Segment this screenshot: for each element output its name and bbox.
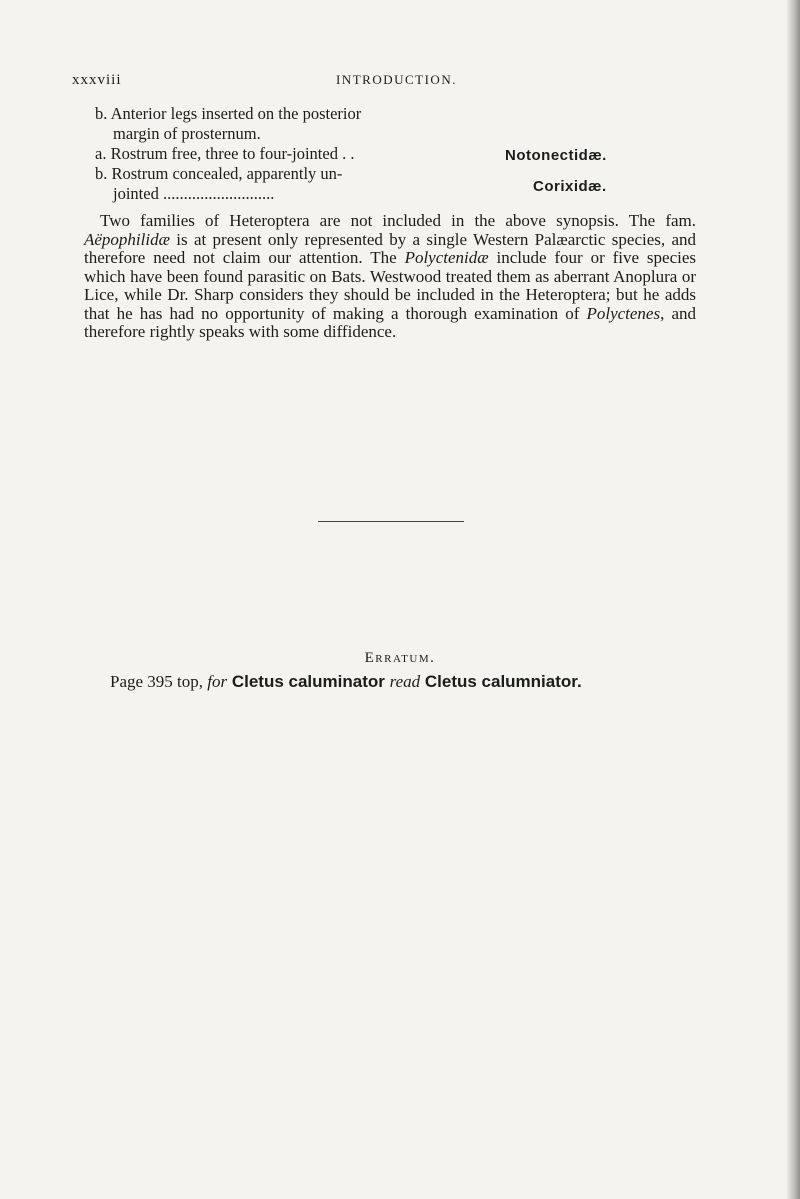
running-head: INTRODUCTION.: [336, 72, 457, 87]
paragraph-segment: include four or five species which have been found parasitic on Bats. Westwood treated them as aberrant Anoplura or Lice, while Dr. Sharp considers they should be included in the Heteroptera; but he adds that he has had no opportunity of making a thorough examination of: [84, 248, 697, 323]
identification-key: [95, 104, 695, 204]
key-result-family: Corixidæ.: [533, 178, 607, 195]
erratum-note: [110, 672, 582, 692]
erratum-heading: Erratum.: [364, 650, 436, 666]
page-edge-shadow: [786, 0, 800, 1199]
paragraph-segment: Two families of Heteroptera are not included in the above synopsis. The fam.: [100, 211, 696, 230]
taxon-name: Polyctenidæ: [404, 248, 489, 267]
key-line-text: jointed ...........................: [113, 184, 275, 203]
key-line-text: b. Rostrum concealed, apparently un-: [95, 164, 343, 183]
erratum-prefix: Page 395 top,: [110, 672, 208, 691]
paragraph-segment: , and therefore rightly speaks with some diffidence.: [84, 303, 696, 341]
taxon-name: Aëpophilidæ: [84, 229, 170, 249]
key-line-text: margin of prosternum.: [113, 124, 261, 143]
paragraph-segment: is at present only represented by a single Western Palæarctic species, and therefore need not claim our attention. The: [84, 229, 696, 267]
erratum-wrong-name: Cletus caluminator: [227, 672, 390, 691]
page-number: xxxviii: [72, 72, 122, 88]
key-result-family: Notonectidæ.: [505, 147, 607, 164]
erratum-for: for: [207, 672, 228, 691]
key-line: [95, 144, 695, 164]
key-line: [95, 104, 695, 124]
taxon-name: Polyctenes: [586, 303, 661, 323]
erratum-read: read: [389, 672, 421, 691]
key-line-text: b. Anterior legs inserted on the posterior: [95, 104, 362, 123]
body-paragraph: [84, 212, 696, 342]
paragraph-text: [84, 212, 696, 342]
section-divider: [318, 521, 464, 522]
key-line: [95, 178, 695, 204]
key-line: [95, 124, 695, 144]
key-line-text: a. Rostrum free, three to four-jointed . .: [95, 144, 355, 163]
erratum-correct-name: Cletus calumniator.: [420, 672, 582, 691]
